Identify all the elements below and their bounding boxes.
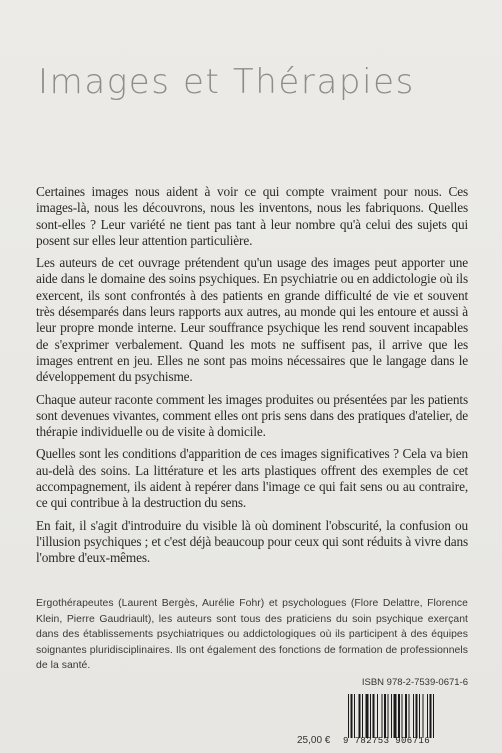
barcode-digits: 9 782753 906716 <box>343 736 431 746</box>
blurb-paragraph-2: Les auteurs de cet ouvrage prétendent qu'un usage des images peut apporter une aide dans le domaine des soins psychiques. En psychiatrie ou en addictologie où ils exercent, ils sont confrontés à des patients en grande difficulté de vie et souvent très désemparés dans leurs rapports aux autres, au monde qui les entoure et aussi à leur propre monde interne. Leur souffrance psychique les rend souvent incapables de s'exprimer verbalement. Quand les mots ne suffisent pas, il arrive que les images entrent en jeu. Elles ne sont pas moins nécessaires que le langage dans le développement du psychisme. <box>36 255 468 385</box>
isbn: ISBN 978-2-7539-0671-6 <box>361 677 468 688</box>
authors-note: Ergothérapeutes (Laurent Bergès, Aurélie Fohr) et psychologues (Flore Delattre, Florence Klein, Pierre Gaudriault), les auteurs sont tous des praticiens du soin psychique exerçant dans des établissements psychiatriques ou addictologiques où ils participent à des équipes soignantes pluridisciplinaires. Ils ont également des fonctions de formation de professionnels de la santé. <box>36 598 468 672</box>
blurb-paragraph-5: En fait, il s'agit d'introduire du visible là où dominent l'obscurité, la confusion ou l'illusion psychiques ; et c'est déjà beaucoup pour ceux qui sont réduits à vivre dans l'ombre d'eux-mêmes. <box>36 517 468 566</box>
price: 25,00 € <box>297 735 331 746</box>
blurb-paragraph-1: Certaines images nous aident à voir ce qui compte vraiment pour nous. Ces images-là, nous les découvrons, nous les inventons, nous les fabriquons. Quelles sont-elles ? Leur variété ne tient pas tant à leur nombre qu'à celui des sujets qui posent sur elles leur attention particulière. <box>36 184 468 248</box>
book-title: Images et Thérapies <box>38 62 415 102</box>
blurb-paragraph-4: Quelles sont les conditions d'apparition de ces images significatives ? Cela va bien au-delà des soins. La littérature et les arts plastiques offrent des exemples de cet accompagnement, ils aident à repérer dans l'image ce qui fait sens ou au contraire, ce qui contribue à la destruction du sens. <box>36 446 468 511</box>
barcode-icon <box>346 694 470 738</box>
blurb-paragraph-3: Chaque auteur raconte comment les images produites ou présentées par les patients sont devenues vivantes, comment elles ont pris sens dans des pratiques d'atelier, de thérapie individuelle ou de visite à domicile. <box>36 391 468 440</box>
blurb <box>36 184 468 573</box>
